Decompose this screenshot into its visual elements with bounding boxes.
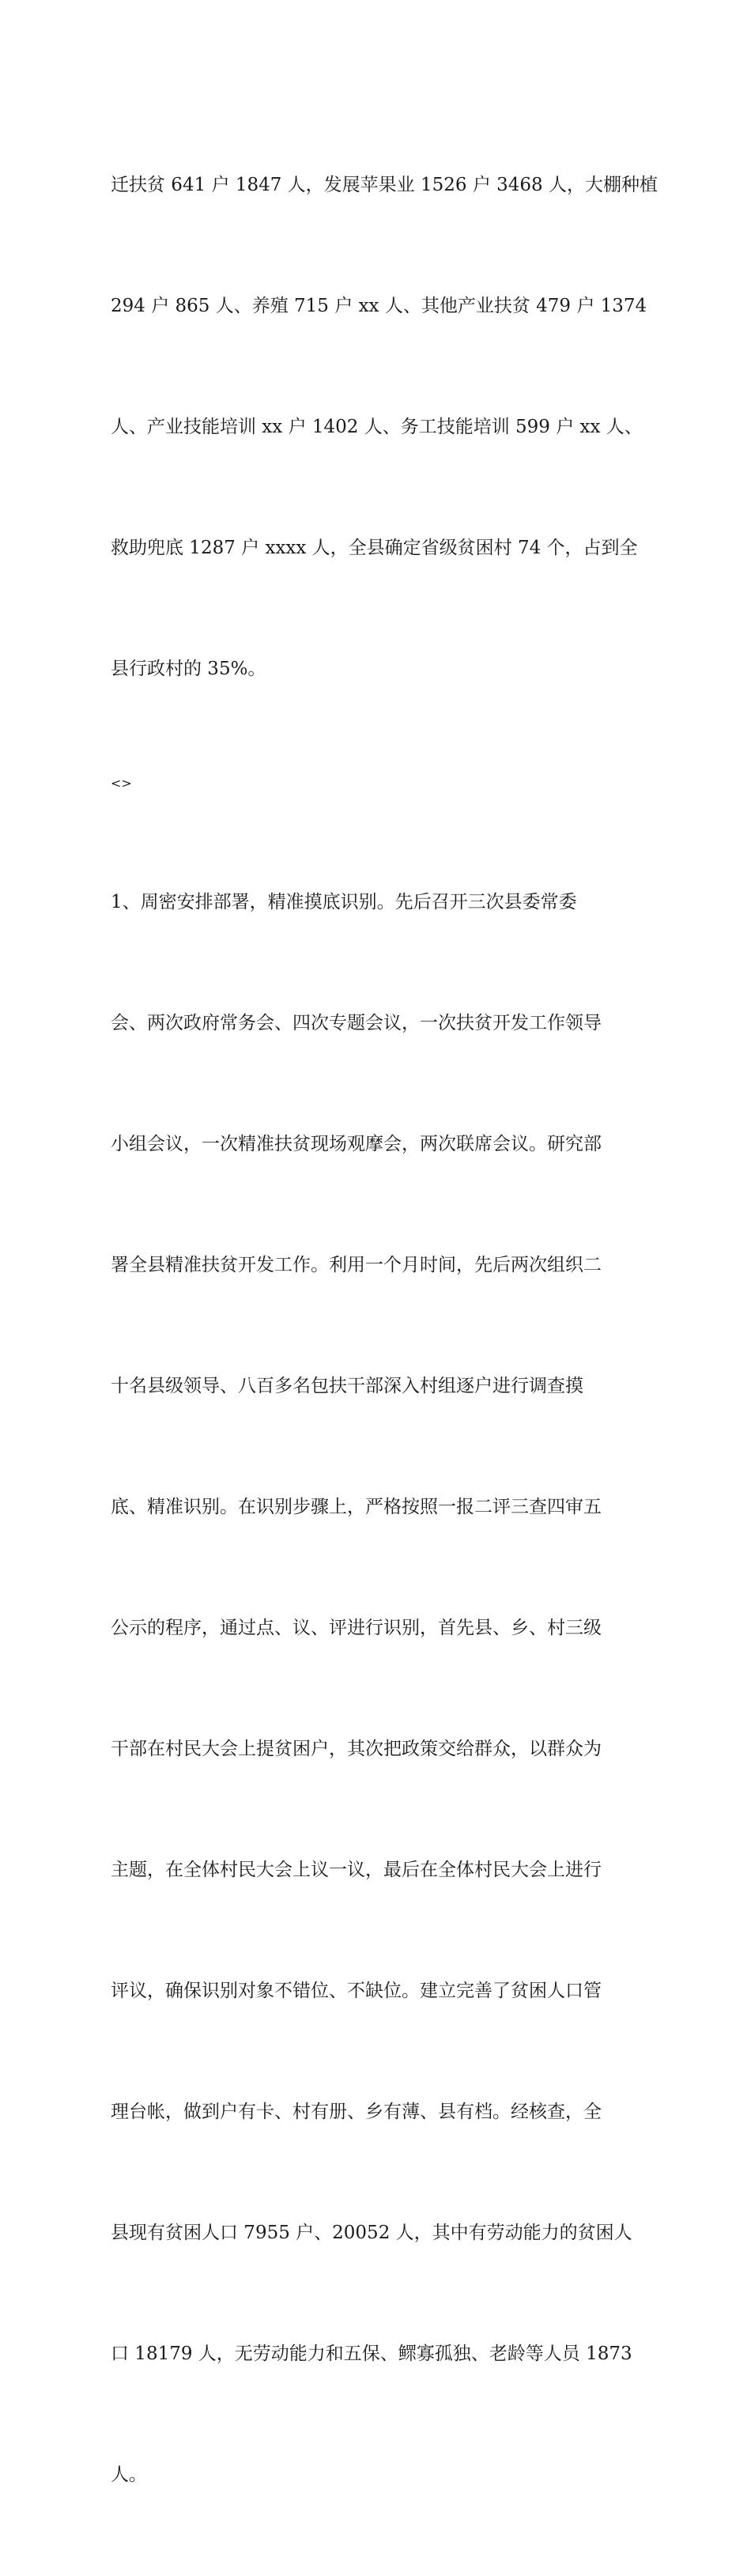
text-line: 口 18179 人，无劳动能力和五保、鳏寡孤独、老龄等人员 1873 — [111, 2344, 632, 2364]
text-line: 评议，确保识别对象不错位、不缺位。建立完善了贫困人口管 — [111, 1981, 602, 2001]
text-line: 1、周密安排部署，精准摸底识别。先后召开三次县委常委 — [111, 892, 577, 912]
document-page — [111, 85, 658, 2576]
text-line: 主题，在全体村民大会上议一议，最后在全体村民大会上进行 — [111, 1860, 602, 1880]
text-line: 干部在村民大会上提贫困户，其次把政策交给群众，以群众为 — [111, 1739, 602, 1759]
text-line: 县行政村的 35%。 — [111, 659, 266, 679]
paragraph-poverty-statistics — [111, 85, 658, 770]
text-line: 底、精准识别。在识别步骤上，严格按照一报二评三查四审五 — [111, 1497, 602, 1517]
text-line: 十名县级领导、八百多名包扶干部深入村组逐户进行调查摸 — [111, 1376, 583, 1396]
text-line: 294 户 865 人、养殖 715 户 xx 人、其他产业扶贫 479 户 1374 — [111, 296, 647, 316]
paragraph-identification — [111, 802, 642, 2576]
text-line: 署全县精准扶贫开发工作。利用一个月时间，先后两次组织二 — [111, 1255, 602, 1275]
section-marker: <> — [111, 776, 132, 791]
text-line: 人、产业技能培训 xx 户 1402 人、务工技能培训 599 户 xx 人、 — [111, 417, 643, 437]
text-line: 小组会议，一次精准扶贫现场观摩会，两次联席会议。研究部 — [111, 1134, 602, 1154]
text-line: 公示的程序，通过点、议、评进行识别，首先县、乡、村三级 — [111, 1618, 602, 1638]
text-line: 人。 — [111, 2465, 147, 2485]
text-line: 县现有贫困人口 7955 户、20052 人，其中有劳动能力的贫困人 — [111, 2223, 632, 2243]
text-line: 理台帐，做到户有卡、村有册、乡有薄、县有档。经核查，全 — [111, 2102, 602, 2122]
text-line: 会、两次政府常务会、四次专题会议，一次扶贫开发工作领导 — [111, 1013, 602, 1033]
text-line: 救助兜底 1287 户 xxxx 人，全县确定省级贫困村 74 个，占到全 — [111, 538, 638, 558]
text-line: 迁扶贫 641 户 1847 人，发展苹果业 1526 户 3468 人，大棚种植 — [111, 175, 658, 195]
